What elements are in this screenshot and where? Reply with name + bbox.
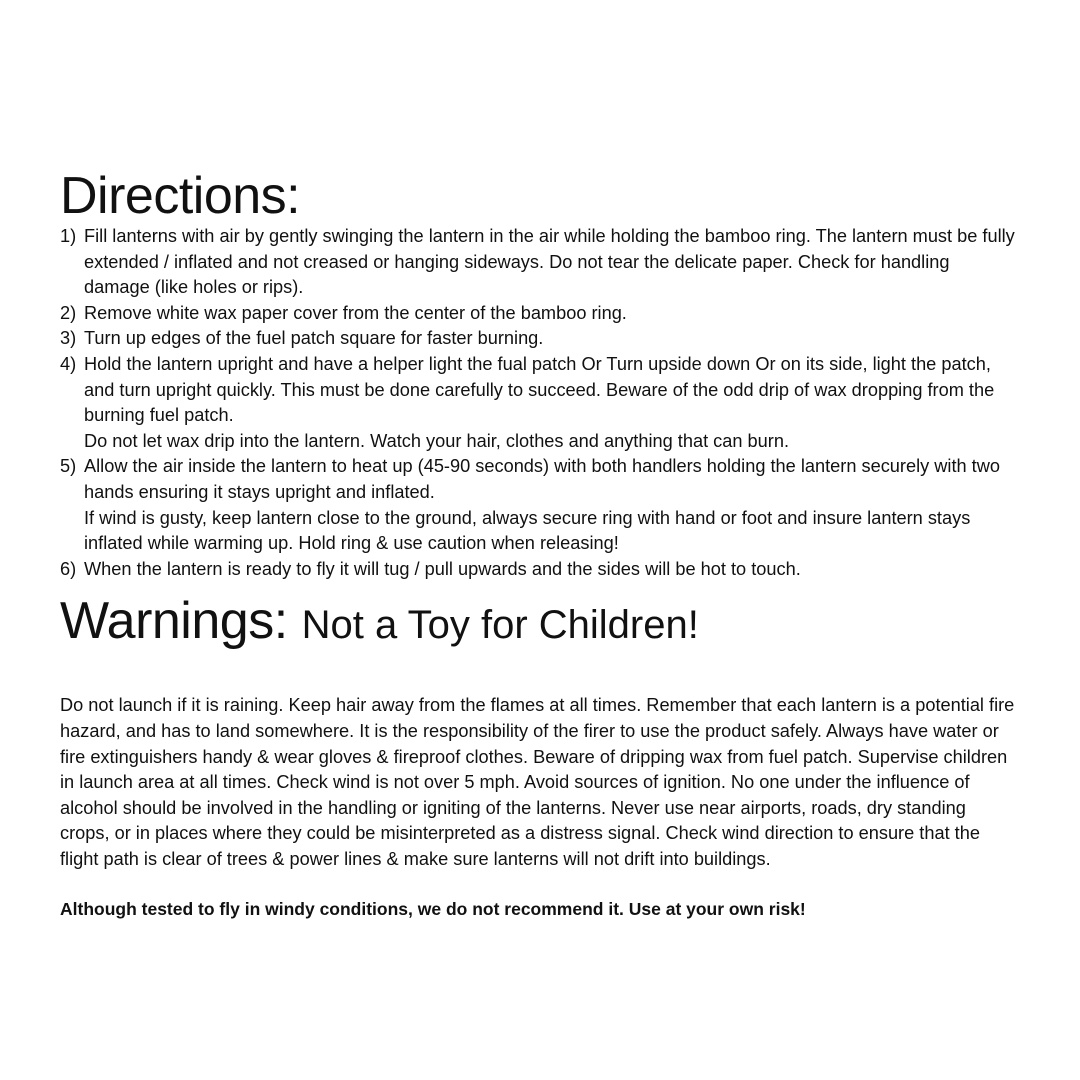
step-number: 6) [60, 558, 77, 579]
step-number: 2) [60, 302, 77, 323]
directions-list [60, 224, 1020, 582]
warnings-title: Warnings: [60, 592, 288, 651]
step-body [84, 454, 1020, 556]
direction-step-3 [60, 326, 1020, 352]
directions-heading: Directions: [60, 167, 301, 225]
step-note: Do not let wax drip into the lantern. Watch your hair, clothes and anything that can burn. [84, 430, 790, 451]
direction-step-4 [60, 352, 1020, 454]
step-body [84, 326, 1020, 352]
step-body [84, 557, 1020, 583]
warnings-text: Do not launch if it is raining. Keep hair away from the flames at all times. Remember that each lantern is a potential fire hazard, and has to land somewhere. It is the responsibility of the firer to use the product safely. Always have water or fire extinguishers handy & wear gloves & fireproof clothes. Beware of dripping wax from fuel patch. Supervise children in launch area at all times. Check wind is not over 5 mph. Avoid sources of ignition. No one under the influence of alcohol should be involved in the handling or igniting of the lanterns. Never use near airports, roads, dry standing crops, or in places where they could be misinterpreted as a distress signal. Check wind direction to ensure that the flight path is clear of trees & power lines & make sure lanterns will not drift into buildings. [60, 695, 1015, 870]
instruction-sheet [60, 168, 1020, 921]
warnings-heading [60, 592, 1020, 651]
direction-step-2 [60, 301, 1020, 327]
direction-step-6 [60, 557, 1020, 583]
step-number: 4) [60, 353, 77, 374]
direction-step-5 [60, 454, 1020, 556]
direction-step-1 [60, 224, 1020, 301]
step-number: 5) [60, 456, 77, 477]
step-text: Hold the lantern upright and have a helper light the fual patch Or Turn upside down Or on its side, light the patch, and turn upright quickly. This must be done carefully to succeed. Beware of the odd drip of wax dropping from the burning fuel patch. [84, 353, 995, 426]
step-text: Turn up edges of the fuel patch square for faster burning. [84, 328, 544, 349]
warnings-subtitle: Not a Toy for Children! [301, 603, 699, 648]
step-note: If wind is gusty, keep lantern close to the ground, always secure ring with hand or foot and insure lantern stays inflated while warming up. Hold ring & use caution when releasing! [84, 507, 971, 554]
closing-disclaimer: Although tested to fly in windy conditions, we do not recommend it. Use at your own risk! [60, 898, 806, 919]
step-body [84, 301, 1020, 327]
step-text: Allow the air inside the lantern to heat up (45-90 seconds) with both handlers holding the lantern securely with two hands ensuring it stays upright and inflated. [84, 456, 1000, 502]
step-text: When the lantern is ready to fly it will tug / pull upwards and the sides will be hot to touch. [84, 558, 801, 579]
step-number: 1) [60, 226, 77, 246]
step-body [84, 224, 1020, 301]
step-text: Fill lanterns with air by gently swinging the lantern in the air while holding the bamboo ring. The lantern must be fully extended / inflated and not creased or hanging sideways. Do not tear the delicate paper. Check for handling damage (like holes or rips). [84, 226, 1015, 298]
step-body [84, 352, 1020, 454]
step-number: 3) [60, 328, 77, 349]
step-text: Remove white wax paper cover from the center of the bamboo ring. [84, 302, 627, 323]
